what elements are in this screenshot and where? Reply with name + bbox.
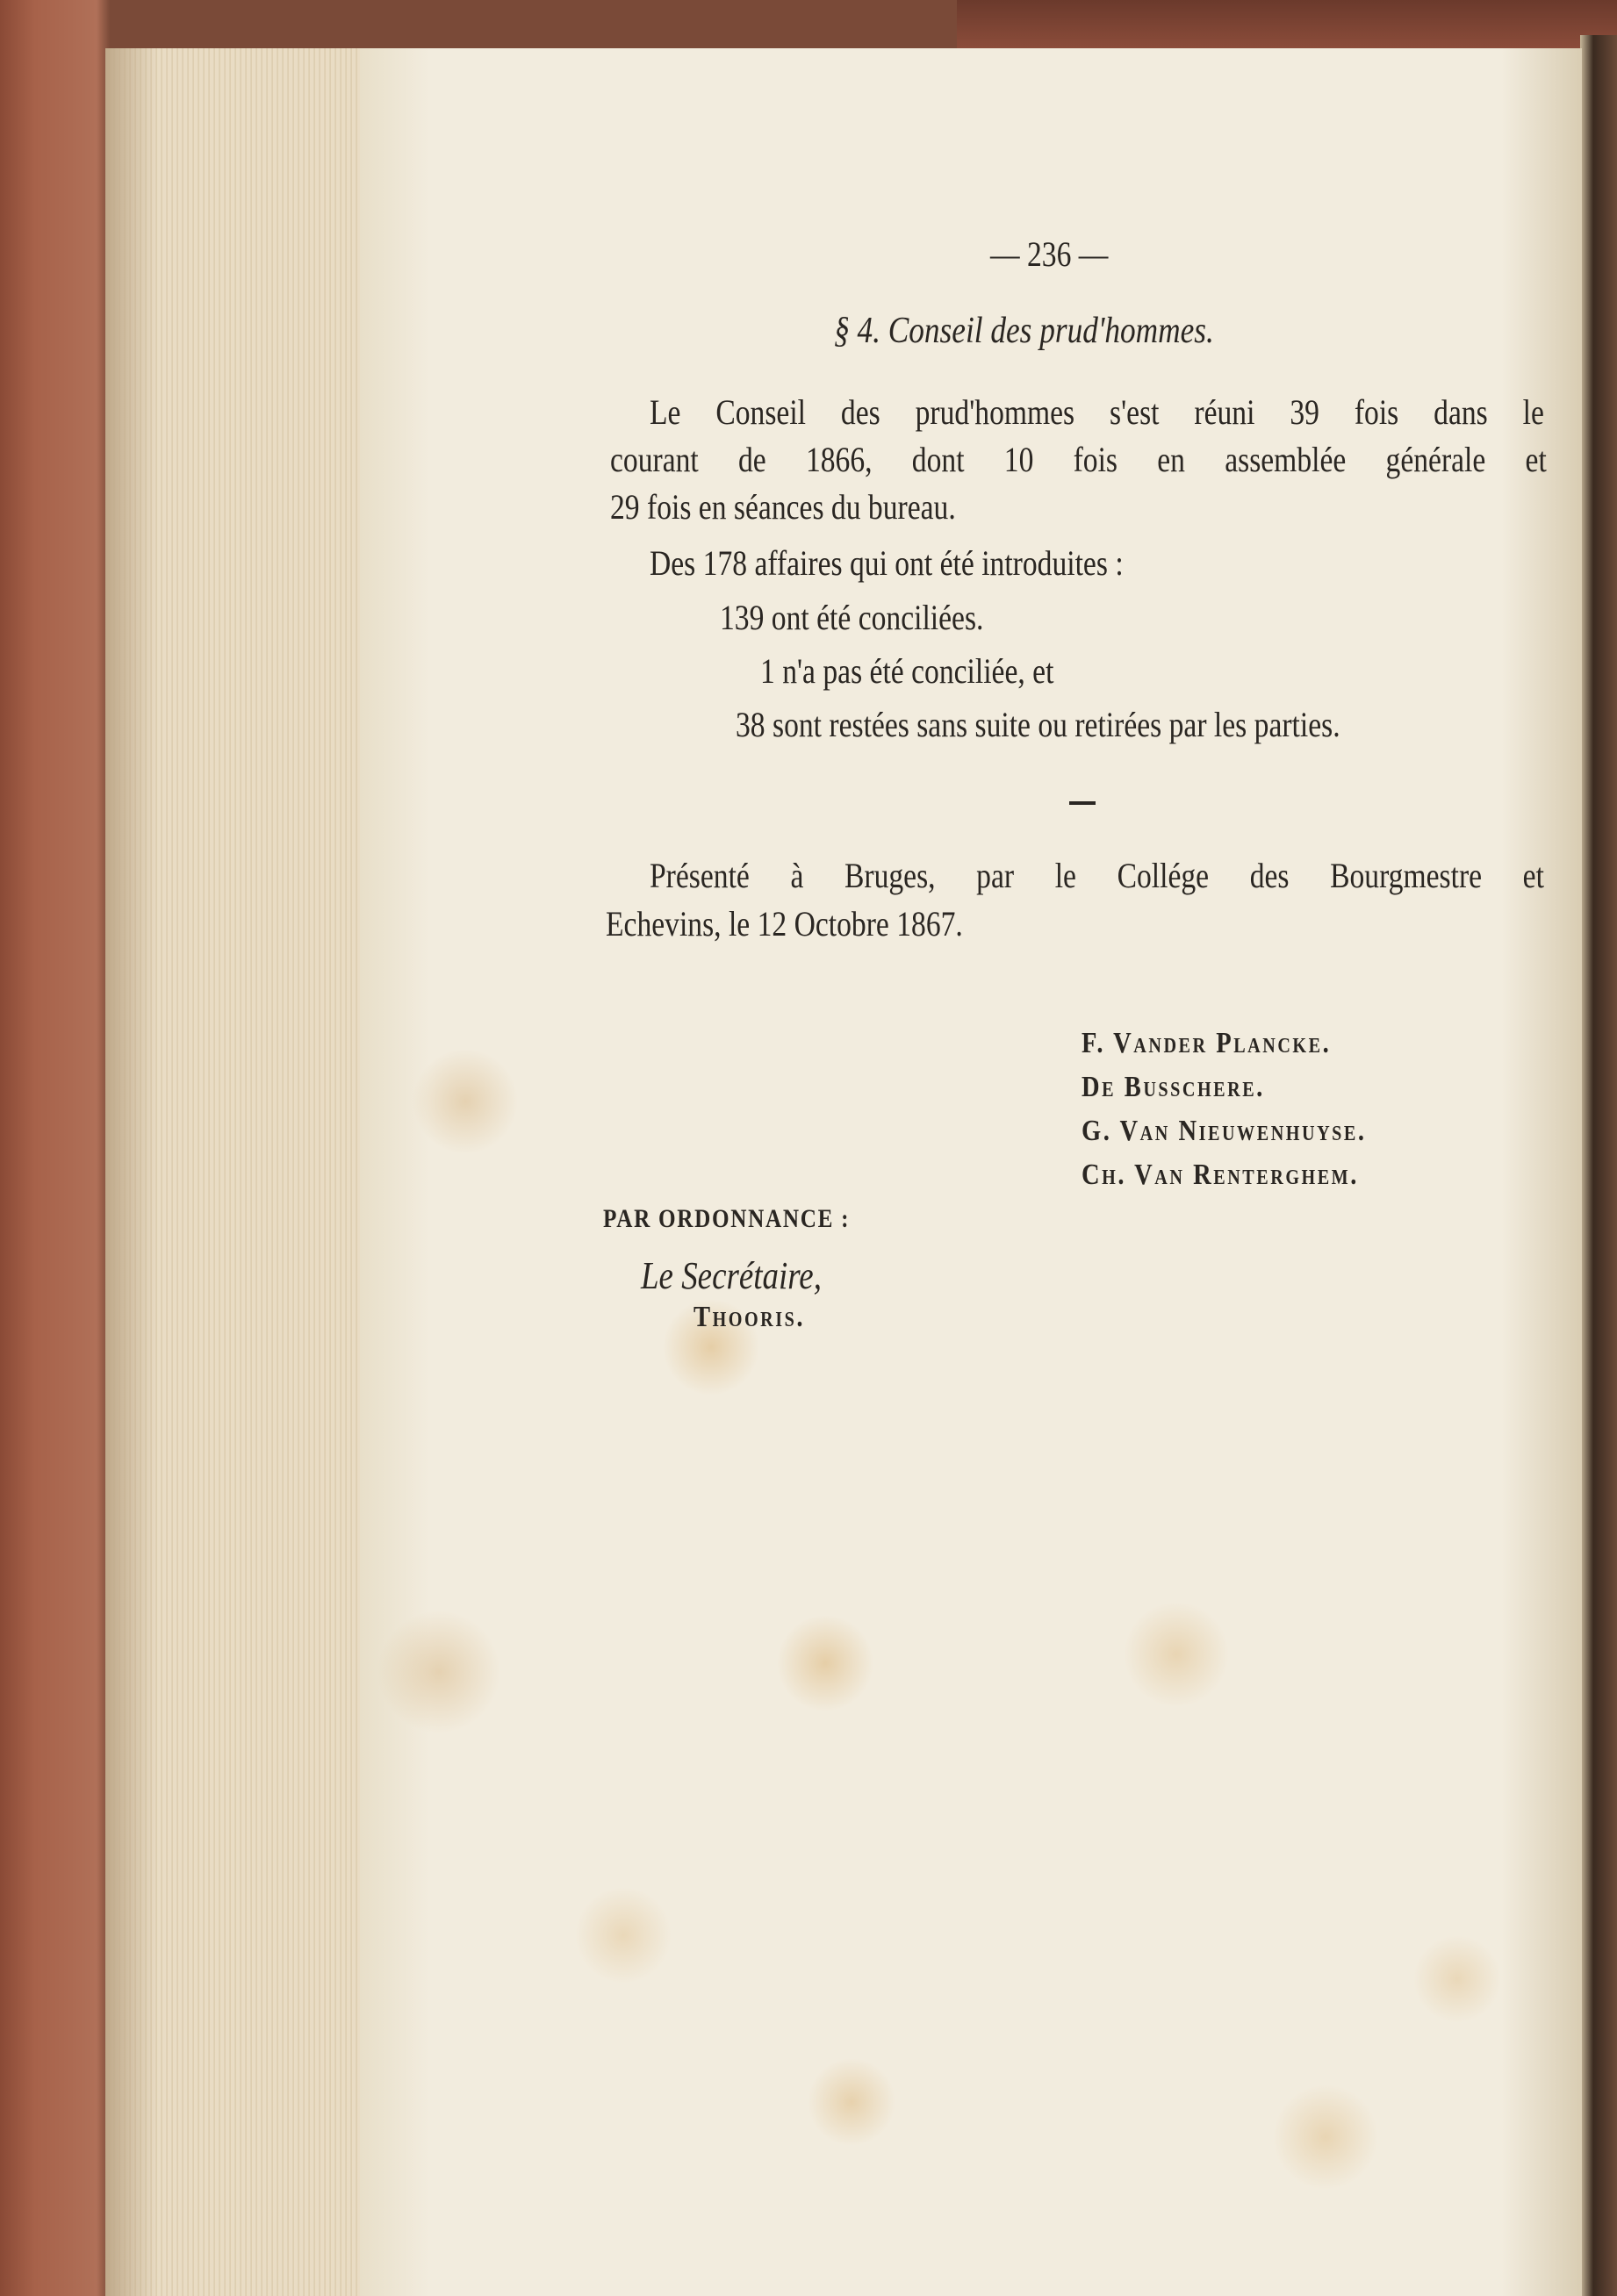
paragraph-line: 29 fois en séances du bureau. (610, 487, 956, 527)
case-item: 38 sont restées sans suite ou retirées par les parties. (736, 705, 1340, 744)
case-item: 1 n'a pas été conciliée, et (760, 651, 1054, 691)
signatory: F. Vander Plancke. (1082, 1027, 1332, 1059)
presentation-line: Echevins, le 12 Octobre 1867. (606, 904, 963, 944)
presentation-line: Présenté à Bruges, par le Collége des Bourgmestre et (650, 856, 1544, 895)
cases-intro: Des 178 affaires qui ont été introduites : (650, 543, 1124, 583)
paragraph-line: courant de 1866, dont 10 fois en assemblée générale et (610, 440, 1547, 479)
section-heading: § 4. Conseil des prud'hommes. (834, 311, 1214, 351)
page-stack-shadow (105, 48, 158, 2296)
page-number: — 236 — (990, 234, 1109, 274)
book-cover-top (957, 0, 1617, 48)
case-item: 139 ont été conciliées. (720, 598, 984, 637)
book-gutter (1580, 35, 1617, 2296)
book-page (360, 48, 1582, 2296)
signatory: De Busschere. (1082, 1071, 1265, 1103)
separator-dash (1069, 801, 1096, 805)
paragraph-line: Le Conseil des prud'hommes s'est réuni 39 fois dans le (650, 392, 1544, 432)
secretary-title: Le Secrétaire, (641, 1254, 822, 1297)
signatory: G. Van Nieuwenhuyse. (1082, 1115, 1367, 1147)
ordonnance-label: PAR ORDONNANCE : (603, 1204, 851, 1233)
signatory: Ch. Van Renterghem. (1082, 1159, 1359, 1191)
secretary-name: Thooris. (694, 1301, 806, 1333)
